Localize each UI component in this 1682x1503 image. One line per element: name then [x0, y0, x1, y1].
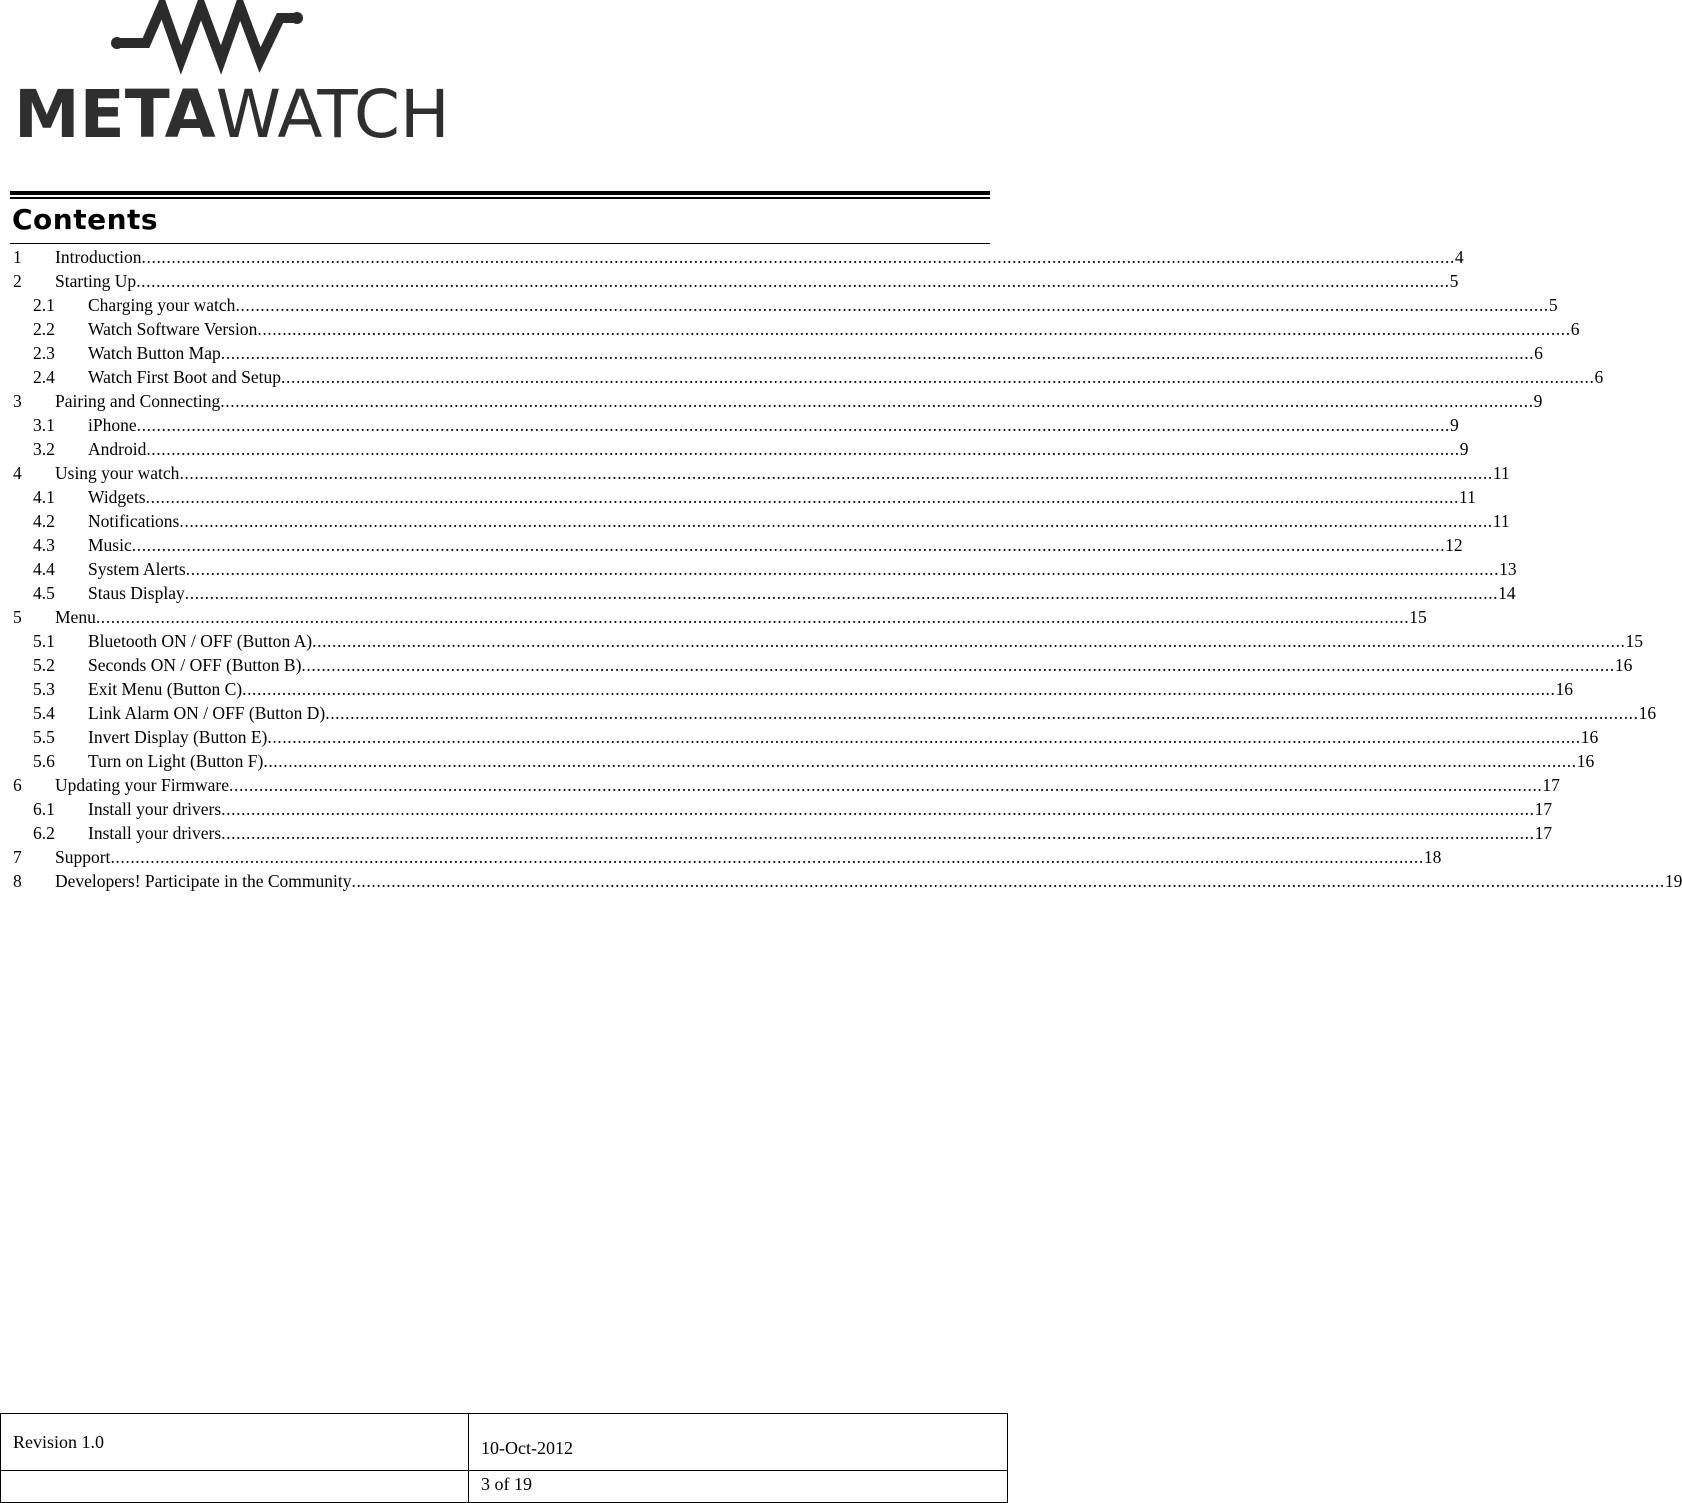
- toc-entry-page[interactable]: 16: [1555, 679, 1573, 699]
- toc-entry-number: 4.1: [33, 487, 55, 507]
- toc-entry-title[interactable]: Invert Display (Button E): [88, 727, 268, 747]
- toc-entry-page[interactable]: 5: [1449, 271, 1459, 291]
- footer-date-cell: [468, 1413, 1008, 1471]
- date-text: 10-Oct-2012: [481, 1438, 573, 1458]
- toc-dot-leader: [220, 389, 1533, 413]
- toc-entry-title[interactable]: Updating your Firmware: [55, 775, 229, 795]
- logo-watch-text: WATCH: [215, 76, 450, 153]
- toc-entry-page[interactable]: 6: [1570, 319, 1580, 339]
- table-of-contents: [13, 245, 1682, 893]
- toc-entry-page[interactable]: 4: [1454, 247, 1464, 267]
- toc-entry[interactable]: [13, 245, 1464, 269]
- toc-entry-page[interactable]: 15: [1409, 607, 1427, 627]
- toc-dot-leader: [221, 797, 1534, 821]
- toc-entry-title[interactable]: Charging your watch: [88, 295, 236, 315]
- metawatch-logo-graphic: [14, 0, 450, 153]
- toc-entry-number: 5.2: [33, 655, 55, 675]
- toc-entry-page[interactable]: 12: [1445, 535, 1463, 555]
- toc-dot-leader: [351, 869, 1664, 893]
- toc-entry[interactable]: [13, 749, 1595, 773]
- toc-entry-page[interactable]: 6: [1534, 343, 1543, 363]
- toc-entry-title[interactable]: Install your drivers: [88, 799, 222, 819]
- toc-entry-number: 4.4: [33, 559, 55, 579]
- toc-entry-title[interactable]: Using your watch: [55, 463, 180, 483]
- toc-entry-number: 2: [13, 271, 22, 291]
- toc-entry-page[interactable]: 13: [1499, 559, 1517, 579]
- toc-entry-number: 5.1: [33, 631, 55, 651]
- toc-entry[interactable]: [13, 341, 1543, 365]
- toc-entry[interactable]: [13, 269, 1459, 293]
- toc-dot-leader: [146, 437, 1459, 461]
- header-rule-thin: [10, 197, 990, 199]
- toc-dot-leader: [301, 653, 1614, 677]
- toc-entry[interactable]: [13, 293, 1558, 317]
- toc-dot-leader: [267, 725, 1580, 749]
- toc-entry[interactable]: [13, 677, 1573, 701]
- toc-entry-number: 2.3: [33, 343, 55, 363]
- toc-entry-title[interactable]: Pairing and Connecting: [55, 391, 221, 411]
- toc-entry-page[interactable]: 18: [1423, 847, 1442, 867]
- toc-entry-title[interactable]: Turn on Light (Button F): [88, 751, 264, 771]
- toc-dot-leader: [221, 821, 1534, 845]
- toc-dot-leader: [229, 773, 1542, 797]
- toc-entry-number: 2.4: [33, 367, 55, 387]
- toc-entry-page[interactable]: 16: [1580, 727, 1599, 747]
- toc-entry-title[interactable]: Support: [55, 847, 111, 867]
- toc-entry-page[interactable]: 14: [1498, 583, 1516, 603]
- toc-entry[interactable]: [13, 629, 1644, 653]
- toc-dot-leader: [257, 317, 1570, 341]
- toc-entry-number: 4.3: [33, 535, 55, 555]
- toc-entry[interactable]: [13, 533, 1463, 557]
- toc-dot-leader: [136, 269, 1449, 293]
- toc-entry-page[interactable]: 6: [1594, 367, 1604, 387]
- contents-heading: Contents: [12, 203, 159, 236]
- toc-entry-title[interactable]: Watch Software Version: [88, 319, 258, 339]
- toc-entry-number: 3.1: [33, 415, 55, 435]
- toc-dot-leader: [132, 533, 1445, 557]
- toc-entry[interactable]: [13, 437, 1469, 461]
- toc-entry-title[interactable]: Link Alarm ON / OFF (Button D): [88, 703, 326, 723]
- toc-entry-page[interactable]: 5: [1548, 295, 1558, 315]
- toc-dot-leader: [179, 509, 1492, 533]
- toc-entry[interactable]: [13, 797, 1553, 821]
- toc-dot-leader: [221, 341, 1534, 365]
- toc-entry[interactable]: [13, 365, 1604, 389]
- metawatch-logo: [14, 0, 450, 153]
- toc-dot-leader: [110, 845, 1423, 869]
- toc-entry-number: 7: [13, 847, 22, 867]
- toc-dot-leader: [137, 413, 1450, 437]
- toc-entry-title[interactable]: Exit Menu (Button C): [88, 679, 243, 699]
- toc-entry-number: 4: [13, 463, 22, 483]
- toc-entry[interactable]: [13, 845, 1442, 869]
- toc-entry[interactable]: [13, 389, 1543, 413]
- toc-entry-title[interactable]: Introduction: [55, 247, 142, 267]
- toc-entry-page[interactable]: 11: [1492, 463, 1510, 483]
- toc-entry[interactable]: [13, 725, 1599, 749]
- toc-entry-number: 5.5: [33, 727, 55, 747]
- page-number-text: 3 of 19: [481, 1474, 532, 1494]
- toc-dot-leader: [263, 749, 1576, 773]
- toc-dot-leader: [146, 485, 1459, 509]
- toc-entry-number: 5: [13, 607, 22, 627]
- toc-entry-title[interactable]: Android: [88, 439, 147, 459]
- toc-entry-title[interactable]: Staus Display: [88, 583, 185, 603]
- toc-entry-title[interactable]: Bluetooth ON / OFF (Button A): [88, 631, 313, 651]
- toc-dot-leader: [235, 293, 1548, 317]
- toc-entry[interactable]: [13, 413, 1459, 437]
- toc-entry-number: 3: [13, 391, 22, 411]
- toc-entry-number: 8: [13, 871, 22, 891]
- toc-entry-title[interactable]: Menu: [55, 607, 96, 627]
- toc-entry[interactable]: [13, 509, 1510, 533]
- toc-entry[interactable]: [13, 317, 1580, 341]
- toc-entry-number: 4.5: [33, 583, 55, 603]
- toc-entry-title[interactable]: Widgets: [88, 487, 146, 507]
- toc-entry[interactable]: [13, 821, 1553, 845]
- toc-entry[interactable]: [13, 653, 1633, 677]
- toc-entry-page[interactable]: 16: [1614, 655, 1633, 675]
- toc-entry-number: 5.3: [33, 679, 55, 699]
- toc-dot-leader: [142, 245, 1455, 269]
- contents-heading-rule: [10, 243, 990, 244]
- toc-entry-title[interactable]: iPhone: [88, 415, 137, 435]
- toc-entry-number: 6: [13, 775, 22, 795]
- toc-entry-page[interactable]: 16: [1576, 751, 1595, 771]
- toc-entry-page[interactable]: 17: [1542, 775, 1560, 795]
- svg-text:METAWATCH: [14, 76, 450, 153]
- toc-entry-page[interactable]: 9: [1533, 391, 1543, 411]
- toc-entry[interactable]: [13, 869, 1682, 893]
- toc-entry-title[interactable]: Watch Button Map: [88, 343, 221, 363]
- toc-entry-page[interactable]: 9: [1450, 415, 1459, 435]
- toc-entry-title[interactable]: Install your drivers: [88, 823, 222, 843]
- toc-dot-leader: [281, 365, 1594, 389]
- toc-entry-page[interactable]: 16: [1638, 703, 1657, 723]
- toc-entry[interactable]: [13, 701, 1657, 725]
- toc-dot-leader: [242, 677, 1555, 701]
- toc-entry-page[interactable]: 11: [1492, 511, 1510, 531]
- toc-dot-leader: [179, 461, 1492, 485]
- toc-entry[interactable]: [13, 581, 1516, 605]
- toc-entry[interactable]: [13, 605, 1427, 629]
- toc-entry[interactable]: [13, 461, 1510, 485]
- toc-entry-number: 6.2: [33, 823, 55, 843]
- toc-entry-page[interactable]: 9: [1459, 439, 1469, 459]
- toc-entry-title[interactable]: Seconds ON / OFF (Button B): [88, 655, 302, 675]
- toc-entry-number: 4.2: [33, 511, 55, 531]
- toc-entry[interactable]: [13, 773, 1560, 797]
- toc-entry-number: 2.1: [33, 295, 55, 315]
- footer-empty-cell: [0, 1470, 469, 1503]
- toc-dot-leader: [185, 581, 1498, 605]
- toc-entry-page[interactable]: 19: [1664, 871, 1682, 891]
- toc-dot-leader: [312, 629, 1625, 653]
- toc-entry-title[interactable]: Watch First Boot and Setup: [88, 367, 282, 387]
- footer-revision-cell: [0, 1413, 469, 1471]
- logo-meta-text: META: [14, 76, 216, 153]
- toc-entry-title[interactable]: Developers! Participate in the Community: [55, 871, 352, 891]
- toc-dot-leader: [186, 557, 1499, 581]
- revision-text: Revision 1.0: [13, 1432, 105, 1452]
- toc-entry-title[interactable]: Music: [88, 535, 132, 555]
- header-rule-thick: [10, 191, 990, 195]
- toc-entry-title[interactable]: Notifications: [88, 511, 180, 531]
- toc-entry-number: 5.4: [33, 703, 55, 723]
- toc-entry-number: 1: [13, 247, 22, 267]
- toc-entry[interactable]: [13, 557, 1517, 581]
- page-footer: [0, 1413, 1008, 1502]
- toc-entry-number: 5.6: [33, 751, 55, 771]
- toc-entry-title[interactable]: System Alerts: [88, 559, 186, 579]
- toc-entry-number: 6.1: [33, 799, 55, 819]
- toc-dot-leader: [96, 605, 1409, 629]
- toc-entry-title[interactable]: Starting Up: [55, 271, 137, 291]
- toc-entry-page[interactable]: 15: [1625, 631, 1644, 651]
- toc-entry-page[interactable]: 11: [1459, 487, 1476, 507]
- footer-page-cell: [468, 1470, 1008, 1503]
- toc-dot-leader: [325, 701, 1638, 725]
- toc-entry-number: 2.2: [33, 319, 55, 339]
- toc-entry-page[interactable]: 17: [1534, 823, 1553, 843]
- toc-entry[interactable]: [13, 485, 1476, 509]
- toc-entry-number: 3.2: [33, 439, 55, 459]
- toc-entry-page[interactable]: 17: [1534, 799, 1553, 819]
